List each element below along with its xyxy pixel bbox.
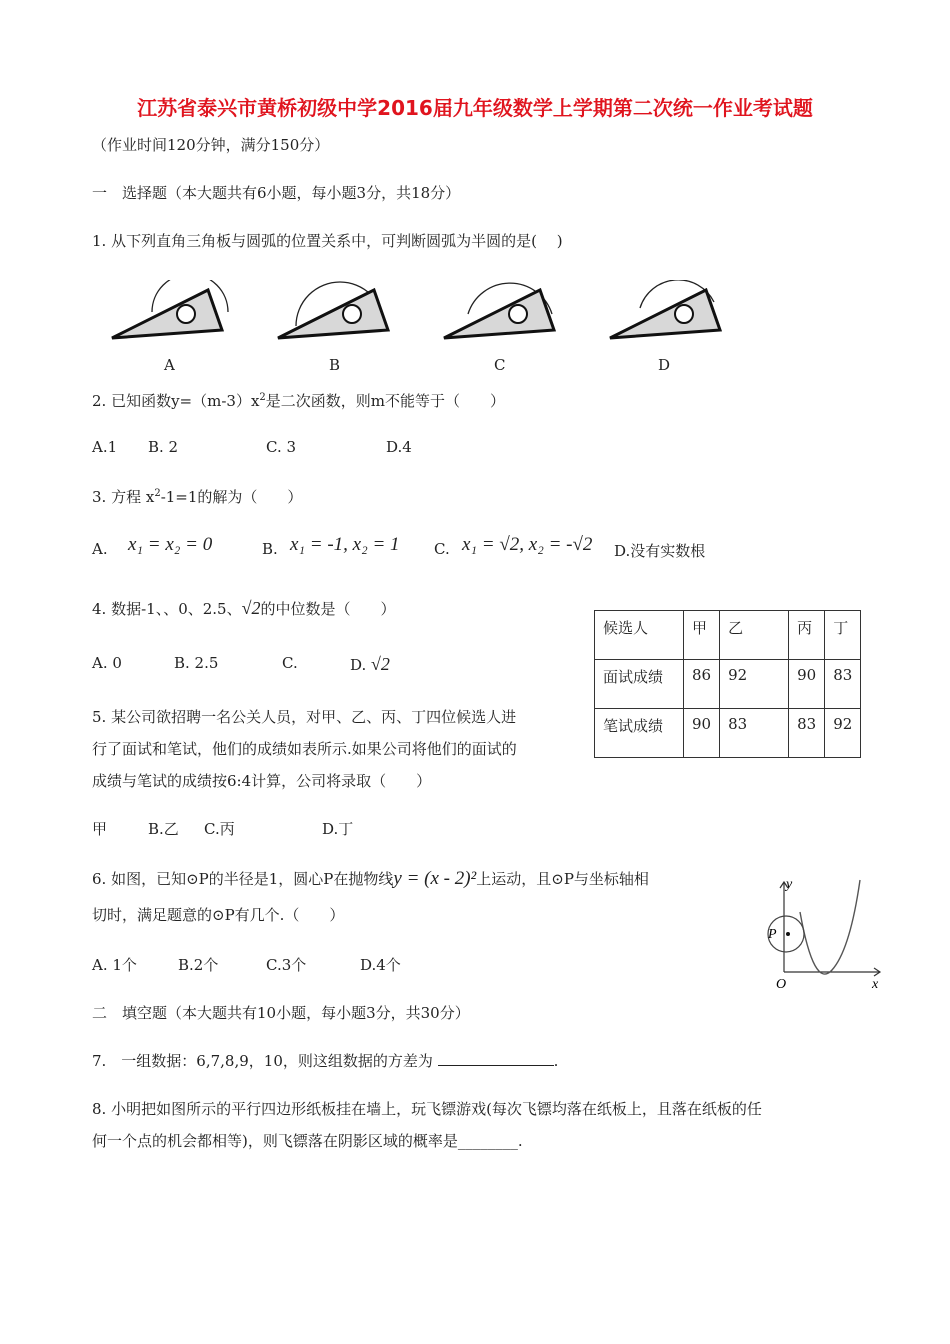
q4-option-b: B. 2.5: [174, 654, 219, 672]
q3-option-b-label: B.: [262, 540, 278, 558]
q3-option-a-label: A.: [92, 540, 108, 558]
question-5-line-1: 5. 某公司欲招聘一名公关人员，对甲、乙、丙、丁四位候选人进: [92, 708, 517, 726]
question-4: [92, 598, 396, 619]
table-row: [595, 709, 861, 758]
q2-exponent: 2: [259, 392, 266, 403]
score-table: [594, 610, 861, 758]
table-cell: 92: [825, 709, 861, 758]
figure-d: [610, 280, 720, 338]
q6-y-axis-label: y: [786, 877, 793, 892]
question-2: [92, 390, 505, 411]
q7-text: 7. 一组数据：6,7,8,9，10，则这组数据的方差为: [92, 1052, 433, 1070]
q6-origin-label: O: [776, 977, 787, 992]
q5-option-d: D.丁: [322, 820, 354, 838]
q4-sqrt2: √2: [241, 598, 261, 618]
q1-label-b: B: [329, 356, 341, 374]
q4-option-d-label: D.: [350, 656, 367, 674]
table-cell: 面试成绩: [595, 660, 684, 709]
figure-b: [278, 282, 388, 338]
q6-option-c: C.3个: [266, 956, 307, 974]
q5-option-a: 甲: [92, 820, 108, 838]
q6-parabola-formula: y = (x - 2)²: [393, 868, 477, 889]
table-header-row: [595, 611, 861, 660]
q2-option-c: C. 3: [266, 438, 297, 456]
question-6-line-2: 切时，满足题意的⊙P有几个.（ ）: [92, 906, 345, 924]
table-cell: 笔试成绩: [595, 709, 684, 758]
table-header-cell: 甲: [684, 611, 720, 660]
question-3: [92, 486, 302, 507]
q1-label-d: D: [658, 356, 671, 374]
q4-text-a: 4. 数据-1、、0、2.5、: [92, 600, 242, 618]
q4-option-d-math: √2: [371, 654, 390, 674]
question-5-line-2: 行了面试和笔试，他们的成绩如表所示.如果公司将他们的面试的: [92, 740, 517, 758]
question-8-line-2: 何一个点的机会都相等)，则飞镖落在阴影区域的概率是________.: [92, 1132, 523, 1150]
table-cell: 92: [720, 660, 789, 709]
q2-option-a: A.1: [92, 438, 118, 456]
q1-label-a: A: [164, 356, 175, 374]
q7-answer-blank: [438, 1051, 554, 1066]
q1-triangle-figures: [100, 280, 740, 345]
q6-option-d: D.4个: [360, 956, 401, 974]
table-cell: 83: [825, 660, 861, 709]
table-cell: 83: [720, 709, 789, 758]
q6-point-p-label: P: [768, 927, 777, 942]
table-header-cell: 乙: [720, 611, 789, 660]
table-cell: 90: [789, 660, 825, 709]
q3-exponent: 2: [154, 488, 161, 499]
q6-text-b: 上运动，且⊙P与坐标轴相: [476, 870, 649, 888]
q2-option-b: B. 2: [148, 438, 179, 456]
table-cell: 83: [789, 709, 825, 758]
table-header-cell: 候选人: [595, 611, 684, 660]
q2-option-d: D.4: [386, 438, 412, 456]
subtitle: （作业时间120分钟，满分150分）: [92, 136, 330, 154]
question-7: [92, 1050, 558, 1071]
figure-c: [444, 283, 554, 338]
figure-a: [112, 280, 228, 338]
q3-option-c-label: C.: [434, 540, 450, 558]
table-header-cell: 丙: [789, 611, 825, 660]
q7-tail: .: [553, 1052, 559, 1070]
q2-text-b: 是二次函数，则m不能等于（ ）: [265, 392, 506, 410]
q3-text-a: 3. 方程 x: [92, 488, 155, 506]
q6-option-a: A. 1个: [92, 956, 137, 974]
q3-option-b-math: x₁ = -1, x₂ = 1: [290, 534, 400, 555]
q5-option-b: B.乙: [148, 820, 179, 838]
section-2-heading: 二 填空题（本大题共有10小题，每小题3分，共30分）: [92, 1004, 470, 1022]
q2-text-a: 2. 已知函数y=（m-3）x: [92, 392, 260, 410]
table-header-cell: 丁: [825, 611, 861, 660]
q6-text-a: 6. 如图，已知⊙P的半径是1，圆心P在抛物线: [92, 870, 394, 888]
question-5-line-3: 成绩与笔试的成绩按6:4计算，公司将录取（ ）: [92, 772, 432, 790]
table-cell: 90: [684, 709, 720, 758]
q6-x-axis-label: x: [872, 977, 879, 992]
question-8-line-1: 8. 小明把如图所示的平行四边形纸板挂在墙上，玩飞镖游戏(每次飞镖均落在纸板上，且落在纸板的任: [92, 1100, 762, 1118]
q4-option-c: C.: [282, 654, 298, 672]
q3-option-a-math: x₁ = x₂ = 0: [128, 534, 213, 555]
q5-option-c: C.丙: [204, 820, 235, 838]
q3-option-d: D.没有实数根: [614, 542, 706, 560]
q3-text-b: -1=1的解为（ ）: [160, 488, 303, 506]
question-6-line-1: [92, 868, 649, 890]
table-row: [595, 660, 861, 709]
q3-option-c-math: x₁ = √2, x₂ = -√2: [462, 534, 593, 555]
table-cell: 86: [684, 660, 720, 709]
question-1: 1. 从下列直角三角板与圆弧的位置关系中，可判断圆弧为半圆的是( ): [92, 232, 563, 250]
q4-option-d: [350, 654, 390, 675]
section-1-heading: 一 选择题（本大题共有6小题，每小题3分，共18分）: [92, 184, 461, 202]
q6-option-b: B.2个: [178, 956, 219, 974]
q6-parabola-figure: [760, 872, 890, 996]
q1-label-c: C: [494, 356, 506, 374]
page-title: 江苏省泰兴市黄桥初级中学2016届九年级数学上学期第二次统一作业考试题: [137, 96, 813, 120]
q4-text-b: 的中位数是（ ）: [260, 600, 396, 618]
q4-option-a: A. 0: [92, 654, 122, 672]
